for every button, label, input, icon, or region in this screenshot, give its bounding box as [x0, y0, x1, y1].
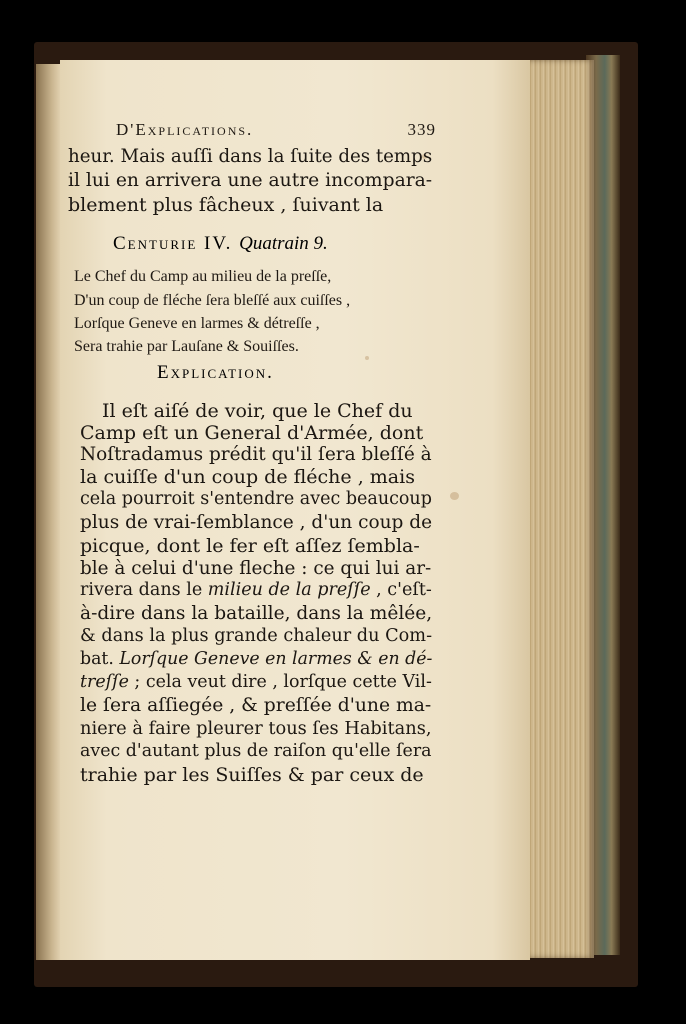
body-line: Il eſt aiſé de voir, que le Chef du	[102, 400, 413, 422]
centurie-label: Centurie IV.	[113, 233, 233, 254]
body-line: niere à faire pleurer tous ſes Habitans,	[80, 718, 432, 739]
body-line: plus de vrai-ſemblance , d'un coup de	[80, 512, 433, 533]
body-line: le ſera aſſiegée , & preſſée d'une ma-	[80, 695, 432, 716]
verse-line: Sera trahie par Lauſane & Souiſſes.	[74, 338, 299, 355]
body-line	[80, 672, 432, 692]
foxing-spot	[450, 492, 459, 500]
verse-line: Lorſque Geneve en larmes & détreſſe ,	[74, 315, 320, 332]
running-head	[116, 120, 436, 144]
quatrain-label: Quatrain 9.	[239, 233, 328, 254]
body-line: à-dire dans la bataille, dans la mêlée,	[80, 603, 433, 624]
body-text: ; cela veut dire , lorſque cette Vil-	[128, 672, 432, 692]
body-text: bat.	[80, 649, 120, 669]
body-italic-text: milieu de la preſſe	[207, 580, 371, 600]
gutter-shadow	[36, 64, 62, 960]
page-number: 339	[407, 120, 436, 139]
body-line: la cuiſſe d'un coup de fléche , mais	[80, 466, 415, 488]
body-line	[80, 649, 432, 669]
body-line: & dans la plus grande chaleur du Com-	[80, 626, 433, 646]
body-line: Noſtradamus prédit qu'il ſera bleſſé à	[80, 444, 432, 465]
foxing-spot	[365, 356, 369, 360]
body-line	[80, 580, 432, 600]
running-head-title: D'Explications.	[116, 120, 254, 139]
verse-line: D'un coup de fléche ſera bleſſé aux cuiſſes ,	[74, 292, 351, 309]
body-line: ble à celui d'une fleche : ce qui lui ar-	[80, 558, 432, 579]
body-line: Camp eſt un General d'Armée, dont	[80, 422, 424, 444]
body-text: , c'eſt-	[370, 580, 432, 600]
body-italic-text: Lorſque Geneve en larmes & en dé-	[119, 649, 433, 669]
text-line: blement plus fâcheux , ſuivant la	[68, 194, 384, 216]
body-italic-text: treſſe	[80, 672, 129, 692]
verse-line: Le Chef du Camp au milieu de la preſſe,	[74, 268, 332, 285]
body-line: avec d'autant plus de raiſon qu'elle ſera	[80, 741, 432, 761]
page-edges	[522, 60, 594, 958]
centurie-heading	[113, 233, 328, 255]
body-line: trahie par les Suiſſes & par ceux de	[80, 764, 424, 786]
explication-heading: Explication.	[157, 362, 274, 383]
body-line: cela pourroit s'entendre avec beaucoup	[80, 489, 432, 509]
body-line: picque, dont le fer eſt aſſez ſembla-	[80, 535, 420, 557]
body-text: rivera dans le	[80, 580, 208, 600]
text-line: heur. Mais auſſi dans la ſuite des temps	[68, 146, 433, 167]
text-line: il lui en arrivera une autre incompara-	[68, 170, 433, 191]
